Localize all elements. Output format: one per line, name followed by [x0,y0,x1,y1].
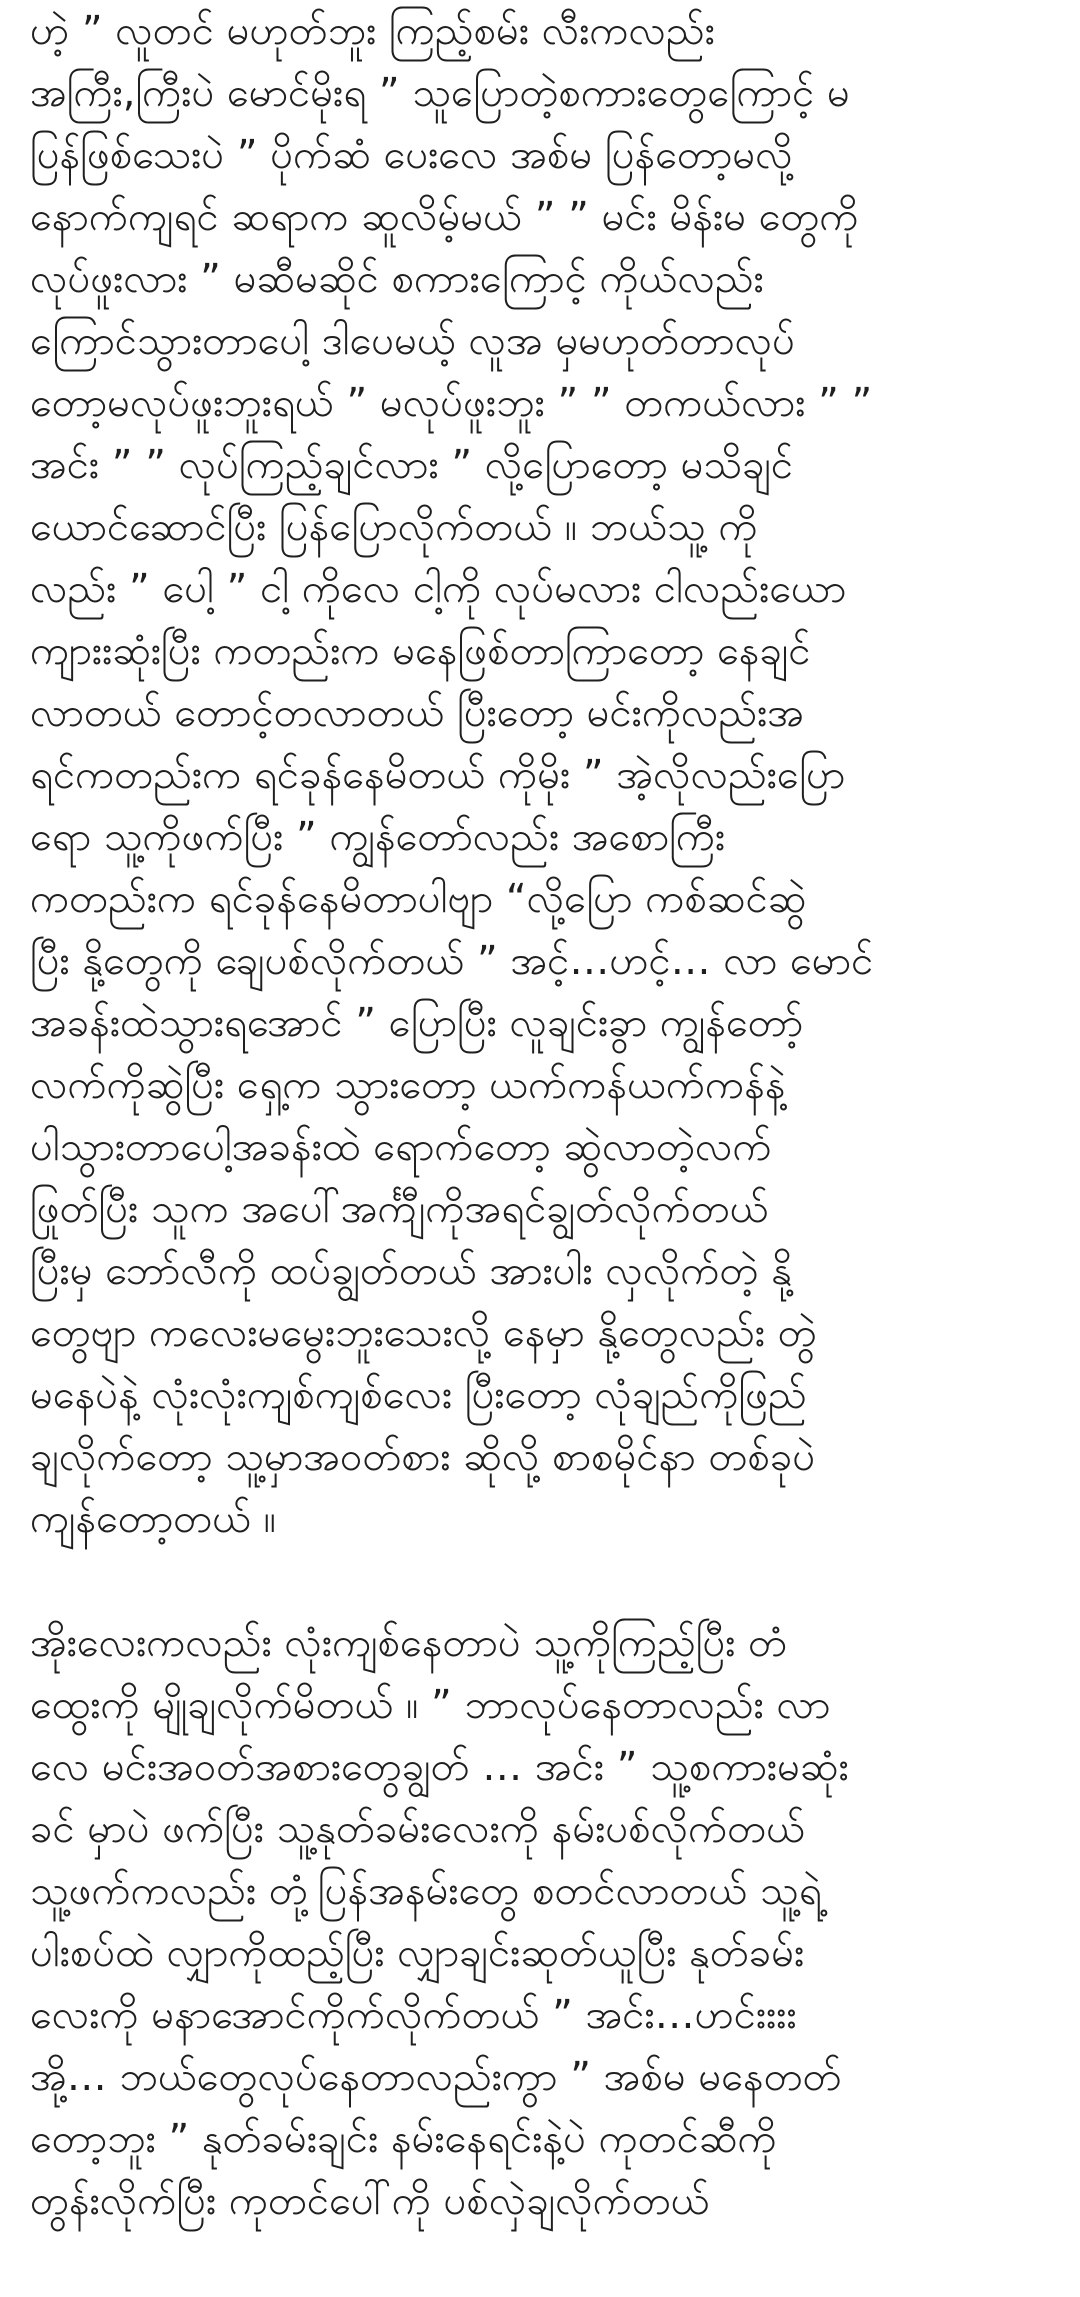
text-line: ခင် မှာပဲ ဖက်ပြီး သူ့နုတ်ခမ်းလေးကို နမ်းပစ်လိုက်တယ် [30,1806,806,1852]
text-line: အခန်းထဲသွားရအောင် ” ပြောပြီး လူချင်းခွာ ကျွန်တော့် [30,1000,804,1046]
text-line: လေ မင်းအဝတ်အစားတွေချွတ် … အင်း ” သူ့စကားမဆုံး [30,1744,849,1790]
text-line: တော့မလုပ်ဖူးဘူးရယ် ” မလုပ်ဖူးဘူး ” ” တကယ်လား ” ” [30,380,873,426]
text-line: လက်ကိုဆွဲပြီး ရှေ့က သွားတော့ ယက်ကန်ယက်ကန်နဲ့ [30,1062,786,1108]
text-line: ယောင်ဆောင်ပြီး ပြန်ပြောလိုက်တယ် ။ ဘယ်သူ့ ကို [30,504,758,550]
text-line: ရင်ကတည်းက ရင်ခုန်နေမိတယ် ကိုမိုး ” အဲ့လိုလည်းပြော [30,752,846,798]
text-line: ချလိုက်တော့ သူ့မှာအဝတ်စား ဆိုလို့ စာစမိုင်နာ တစ်ခုပဲ [30,1434,816,1480]
text-line: ထွေးကို မျိုချလိုက်မိတယ် ။ ” ဘာလုပ်နေတာလည်း လာ [30,1682,831,1728]
text-line: အင်း ” ” လုပ်ကြည့်ချင်လား ” လို့ပြောတော့ မသိချင် [30,442,794,488]
text-line: ဖြုတ်ပြီး သူက အပေါ်အင်္ကျီကိုအရင်ချွတ်လိုက်တယ် [30,1186,769,1232]
text-line: တွေဗျာ ကလေးမမွေးဘူးသေးလို့ နေမှာ နို့တွေလည်း တွဲ [30,1310,817,1356]
text-line: ပြီး နို့တွေကို ချေပစ်လိုက်တယ် ” အင့်…ဟင့်… လာ မောင် [30,938,874,984]
text-line: ကျားးဆုံးပြီး ကတည်းက မနေဖြစ်တာကြာတော့ နေချင် [30,628,811,674]
paragraph [30,0,1048,1550]
text-line: ကတည်းက ရင်ခုန်နေမိတာပါဗျာ “လို့ပြော ကစ်ဆင်ဆွဲ [30,876,807,922]
text-line: ကြောင်သွားတာပေါ့ ဒါပေမယ့် လူအ မှမဟုတ်တာလုပ် [30,318,795,364]
text-line: အိုးလေးကလည်း လုံးကျစ်နေတာပဲ သူ့ကိုကြည့်ပြီး တံ [30,1620,788,1666]
text-line: မနေပဲနဲ့ လုံးလုံးကျစ်ကျစ်လေး ပြီးတော့ လုံချည်ကိုဖြည် [30,1372,807,1418]
paragraph [30,1612,1048,2232]
text-line: ပြီးမှ ဘော်လီကို ထပ်ချွတ်တယ် အားပါး လှလိုက်တဲ့ နို့ [30,1248,792,1294]
paragraph-gap [30,1550,1048,1612]
text-line: လည်း ” ပေါ့ ” ငါ့ ကိုလေ ငါ့ကို လုပ်မလား ငါလည်းယော [30,566,847,612]
text-line: တော့ဘူး ” နုတ်ခမ်းချင်း နမ်းနေရင်းနဲ့ပဲ ကုတင်ဆီကို [30,2116,777,2162]
text-line: နောက်ကျရင် ဆရာက ဆူလိမ့်မယ် ” ” မင်း မိန်းမ တွေကို [30,194,859,240]
text-line: ဟဲ့ ” လူတင် မဟုတ်ဘူး ကြည့်စမ်း လီးကလည်း [30,8,715,54]
text-line: လာတယ် တောင့်တလာတယ် ပြီးတော့ မင်းကိုလည်းအ [30,690,805,736]
text-line: အို့… ဘယ်တွေလုပ်နေတာလည်းကွာ ” အစ်မ မနေတတ် [30,2054,842,2100]
text-line: အကြီး,ကြီးပဲ မောင်မိုးရ ” သူပြောတဲ့စကားတွေကြောင့် မ [30,70,850,116]
text-line: လုပ်ဖူးလား ” မဆီမဆိုင် စကားကြောင့် ကိုယ်လည်း [30,256,764,302]
text-line: တွန်းလိုက်ပြီး ကုတင်ပေါ်ကို ပစ်လှဲချလိုက်တယ် [30,2178,710,2224]
text-line: လေးကို မနာအောင်ကိုက်လိုက်တယ် ” အင်း…ဟင်းးးး [30,1992,797,2038]
text-line: ရော သူ့ကိုဖက်ပြီး ” ကျွန်တော်လည်း အစောကြီး [30,814,726,860]
text-line: ကျန်တော့တယ် ။ [30,1496,276,1542]
text-line: ပါးစပ်ထဲ လျှာကိုထည့်ပြီး လျှာချင်းဆုတ်ယူပြီး နုတ်ခမ်း [30,1930,805,1976]
text-line: သူ့ဖက်ကလည်း တုံ့ပြန်အနမ်းတွေ စတင်လာတယ် သူ့ရဲ့ [30,1868,822,1914]
text-line: ပြန်ဖြစ်သေးပဲ ” ပိုက်ဆံ ပေးလေ အစ်မ ပြန်တော့မလို့ [30,132,793,178]
text-line: ပါသွားတာပေါ့အခန်းထဲ ရောက်တော့ ဆွဲလာတဲ့လက် [30,1124,772,1170]
